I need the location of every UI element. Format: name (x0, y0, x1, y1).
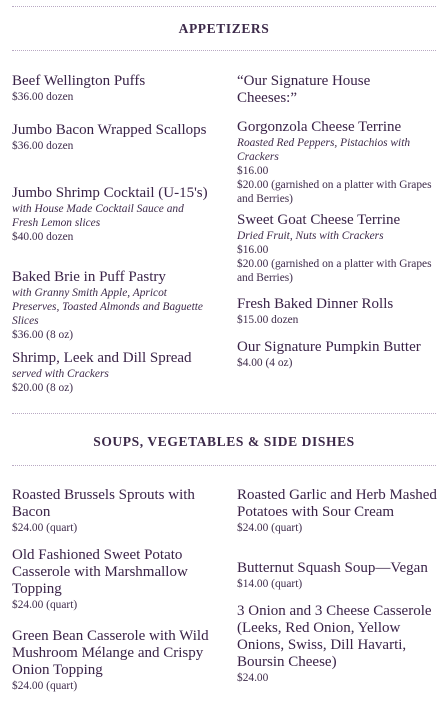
item-name: Old Fashioned Sweet Potato Casserole with Marshmallow Topping (12, 547, 188, 597)
menu-item (12, 487, 212, 535)
menu-item (237, 339, 437, 370)
item-description: with Granny Smith Apple, Apricot Preserves, Toasted Almonds and Baguette Slices (12, 287, 203, 327)
item-name: “Our Signature House Cheeses:” (237, 73, 371, 106)
menu-item (237, 560, 437, 591)
item-name: Baked Brie in Puff Pastry (12, 269, 166, 285)
item-price: $36.00 dozen (12, 140, 74, 152)
item-price: $24.00 (quart) (12, 522, 78, 534)
item-price: $24.00 (237, 672, 269, 684)
menu-item (12, 122, 212, 153)
menu-item (12, 628, 212, 693)
item-description: with House Made Cocktail Sauce and Fresh Lemon slices (12, 203, 184, 229)
item-price: $20.00 (garnished on a platter with Grapes and Berries) (237, 258, 432, 284)
menu-item (237, 212, 437, 285)
item-name: 3 Onion and 3 Cheese Casserole (Leeks, Red Onion, Yellow Onions, Swiss, Dill Havarti, Boursin Cheese) (237, 603, 432, 670)
item-name: Shrimp, Leek and Dill Spread (12, 350, 192, 366)
item-name: Gorgonzola Cheese Terrine (237, 119, 402, 135)
item-price: $20.00 (garnished on a platter with Grapes and Berries) (237, 179, 432, 205)
item-name: Our Signature Pumpkin Butter (237, 339, 421, 355)
item-price: $24.00 (quart) (12, 680, 78, 692)
item-price: $20.00 (8 oz) (12, 382, 74, 394)
item-description: Dried Fruit, Nuts with Crackers (237, 230, 384, 242)
item-price: $4.00 (4 oz) (237, 357, 293, 369)
soups-title: SOUPS, VEGETABLES & SIDE DISHES (93, 434, 355, 449)
item-price: $24.00 (quart) (12, 599, 78, 611)
item-price: $36.00 (8 oz) (12, 329, 74, 341)
item-price: $24.00 (quart) (237, 522, 303, 534)
menu-item (237, 119, 437, 206)
appetizers-divider (12, 50, 436, 51)
item-price: $16.00 (237, 244, 269, 256)
item-price: $16.00 (237, 165, 269, 177)
item-name: Jumbo Bacon Wrapped Scallops (12, 122, 207, 138)
item-name: Roasted Garlic and Herb Mashed Potatoes with Sour Cream (237, 487, 437, 520)
top-divider (12, 6, 436, 7)
item-name: Roasted Brussels Sprouts with Bacon (12, 487, 195, 520)
menu-item (237, 296, 437, 327)
item-name: Butternut Squash Soup—Vegan (237, 560, 428, 576)
soups-divider (12, 465, 436, 466)
item-description: Roasted Red Peppers, Pistachios with Crackers (237, 137, 411, 163)
item-name: Fresh Baked Dinner Rolls (237, 296, 394, 312)
menu-item (12, 547, 212, 612)
menu-item (237, 603, 437, 685)
menu-item (12, 350, 212, 395)
appetizers-title: APPETIZERS (178, 21, 270, 36)
menu-item (12, 185, 212, 244)
menu-item (12, 73, 212, 104)
item-name: Beef Wellington Puffs (12, 73, 146, 89)
menu-item (12, 269, 212, 342)
menu-item (237, 487, 437, 535)
item-name: Jumbo Shrimp Cocktail (U-15's) (12, 185, 208, 201)
soups-top-divider (12, 413, 436, 414)
item-price: $15.00 dozen (237, 314, 299, 326)
item-description: served with Crackers (12, 368, 109, 380)
item-price: $14.00 (quart) (237, 578, 303, 590)
item-price: $36.00 dozen (12, 91, 74, 103)
menu-item (237, 73, 437, 107)
item-name: Sweet Goat Cheese Terrine (237, 212, 401, 228)
item-name: Green Bean Casserole with Wild Mushroom Mélange and Crispy Onion Topping (12, 628, 209, 678)
item-price: $40.00 dozen (12, 231, 74, 243)
